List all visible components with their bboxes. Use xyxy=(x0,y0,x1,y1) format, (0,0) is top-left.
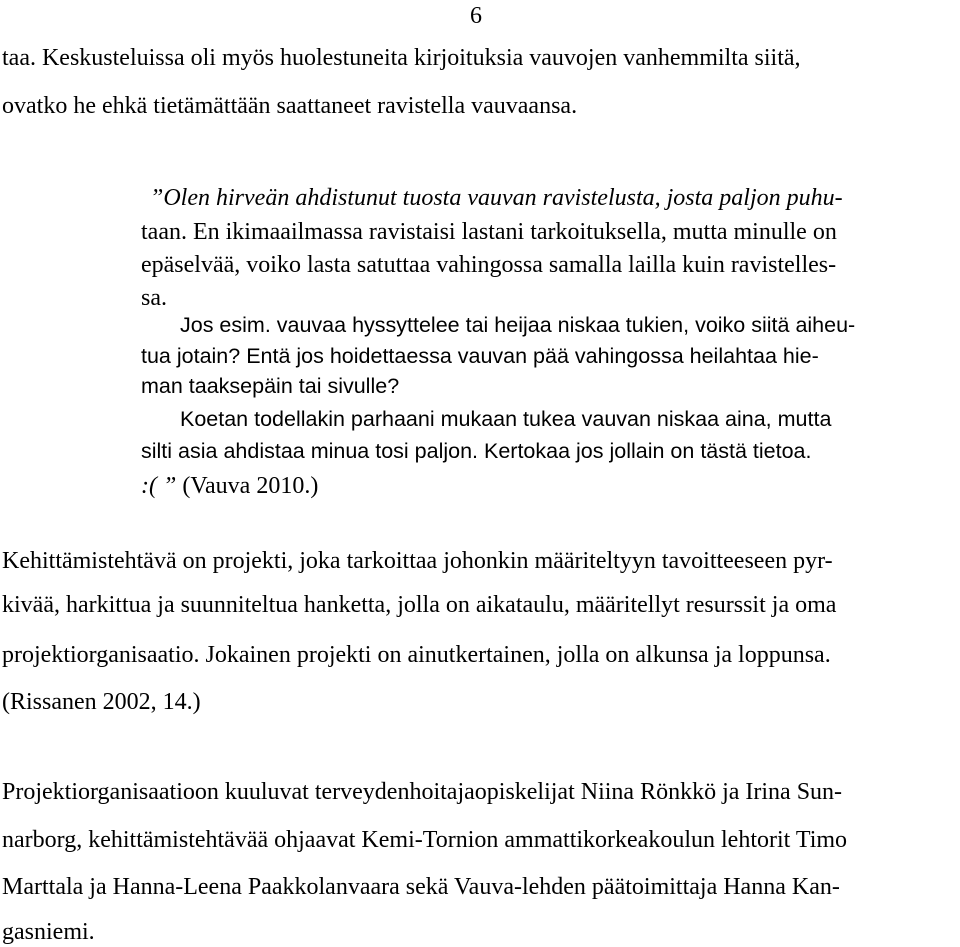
paragraph-line: Kehittämistehtävä on projekti, joka tarkoittaa johonkin määriteltyyn tavoitteeseen pyr- xyxy=(2,548,833,574)
paragraph-line: (Rissanen 2002, 14.) xyxy=(2,689,201,715)
paragraph-line: Marttala ja Hanna-Leena Paakkolanvaara sekä Vauva-lehden päätoimittaja Hanna Kan- xyxy=(2,874,840,900)
quote-text-italic: ”Olen hirveän ahdistunut tuosta vauvan ravistelusta, josta paljon puhu xyxy=(150,185,835,211)
quote-line: Koetan todellakin parhaani mukaan tukea vauvan niskaa aina, mutta xyxy=(180,407,832,431)
quote-text-italic: :( ” xyxy=(141,473,177,499)
paragraph-line: Projektiorganisaatioon kuuluvat terveydenhoitajaopiskelijat Niina Rönkkö ja Irina Sun- xyxy=(2,779,843,805)
quote-line: man taaksepäin tai sivulle? xyxy=(141,374,400,398)
quote-line: tua jotain? Entä jos hoidettaessa vauvan pää vahingossa heilahtaa hie- xyxy=(141,344,819,368)
paragraph-line: narborg, kehittämistehtävää ohjaavat Kemi-Tornion ammattikorkeakoulun lehtorit Timo xyxy=(2,827,848,853)
intro-line: taa. Keskusteluissa oli myös huolestuneita kirjoituksia vauvojen vanhemmilta siitä, xyxy=(2,45,801,71)
intro-line: ovatko he ehkä tietämättään saattaneet ravistella vauvaansa. xyxy=(2,93,578,119)
page-number: 6 xyxy=(470,3,482,29)
quote-text: - xyxy=(834,185,843,211)
quote-line xyxy=(141,472,318,500)
quote-citation: (Vauva 2010.) xyxy=(176,473,319,499)
quote-line: taan. En ikimaailmassa ravistaisi lastani tarkoituksella, mutta minulle on xyxy=(141,219,837,245)
quote-line: Jos esim. vauvaa hyssyttelee tai heijaa niskaa tukien, voiko siitä aiheu- xyxy=(180,313,856,337)
quote-line: silti asia ahdistaa minua tosi paljon. Kertokaa jos jollain on tästä tietoa. xyxy=(141,439,812,463)
paragraph-line: gasniemi. xyxy=(2,919,95,945)
quote-line: sa. xyxy=(141,285,167,311)
paragraph-line: projektiorganisaatio. Jokainen projekti on ainutkertainen, jolla on alkunsa ja loppunsa. xyxy=(2,642,831,668)
quote-line xyxy=(150,184,843,212)
quote-line: epäselvää, voiko lasta satuttaa vahingossa samalla lailla kuin ravistelles- xyxy=(141,252,837,278)
paragraph-line: kivää, harkittua ja suunniteltua hanketta, jolla on aikataulu, määritellyt resurssit ja oma xyxy=(2,592,837,618)
